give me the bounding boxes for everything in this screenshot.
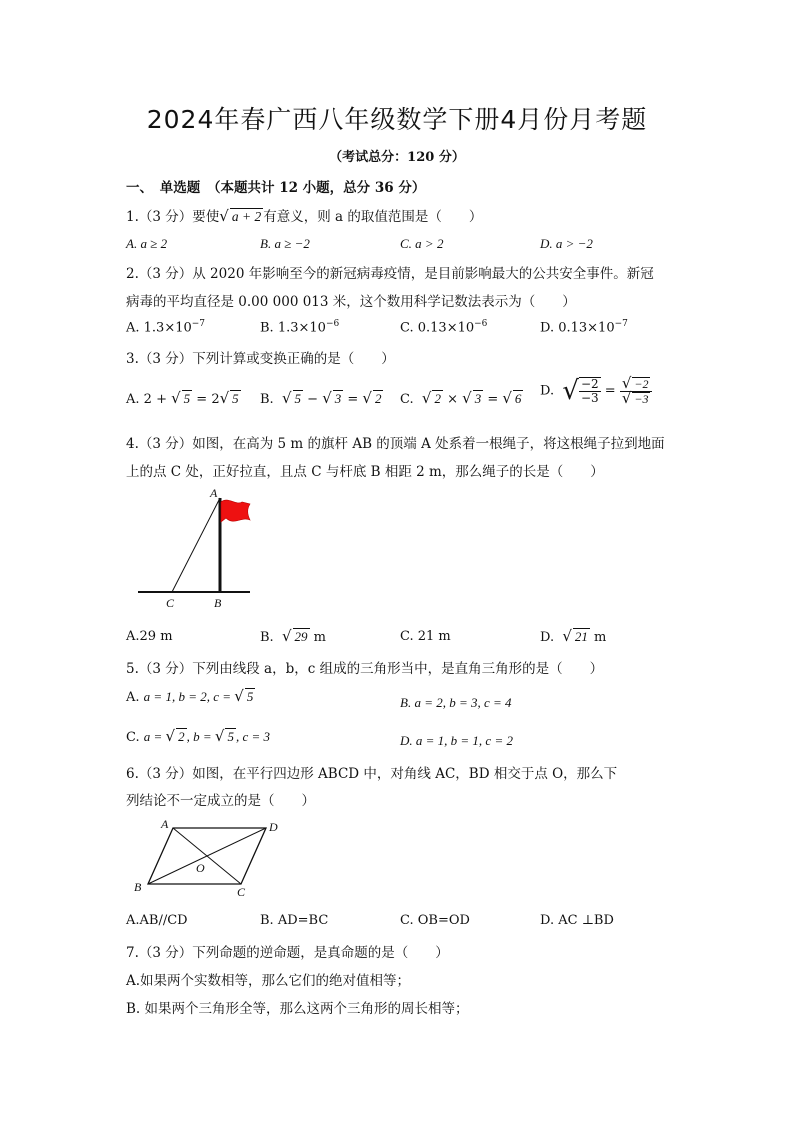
question-6-option-a: A.AB//CD [126, 913, 188, 928]
question-7-stem: 7.（3 分）下列命题的逆命题，是真命题的是（ ） [126, 945, 449, 961]
question-4-option-d: D. √ 21 m [540, 627, 607, 645]
flagpole-figure [130, 484, 260, 614]
label-d: D [269, 820, 278, 834]
question-7-option-b: B. 如果两个三角形全等，那么这两个三角形的周长相等； [126, 1001, 469, 1017]
question-2-line-2: 病毒的平均直径是 0.00 000 013 米，这个数用科学记数法表示为（ ） [126, 294, 576, 310]
question-2-option-b: B. $1.3\times 10^{-6}$ [260, 319, 340, 336]
question-4-line-1: 4.（3 分）如图，在高为 5 m 的旗杆 AB 的顶端 A 处系着一根绳子，将这根绳子拉到地面 [126, 436, 665, 452]
label-c: C [166, 596, 175, 610]
question-1-option-d: D. a > −2 [540, 236, 593, 251]
label-a: A [161, 817, 169, 831]
question-1-option-b: B. a ≥ −2 [260, 236, 310, 251]
label-b: B [214, 596, 222, 610]
section-heading: 一、 单选题 （本题共计 12 小题，总分 36 分） [126, 180, 426, 196]
question-1-option-c: C. a > 2 [400, 236, 444, 251]
question-6-option-b: B. AD=BC [260, 913, 329, 928]
question-5-stem: 5.（3 分）下列由线段 a，b，c 组成的三角形当中，是直角三角形的是（ ） [126, 661, 604, 677]
exam-total-score: （考试总分：120 分） [329, 150, 465, 165]
question-1-radicand: a + 2 [231, 209, 262, 224]
question-7-option-a: A.如果两个实数相等，那么它们的绝对值相等； [126, 973, 411, 989]
question-6-option-c: C. OB=OD [400, 913, 470, 928]
radical-sign: √ [219, 207, 229, 225]
question-1-option-a: A. a ≥ 2 [126, 236, 168, 251]
question-2-option-d: D. $0.13\times 10^{-7}$ [540, 319, 628, 336]
diagonal-bd [148, 828, 266, 884]
question-6-line-2: 列结论不一定成立的是（ ） [126, 793, 315, 809]
question-4-option-c: C. 21 m [400, 629, 451, 644]
label-o: O [196, 861, 205, 875]
question-2-option-c: C. $0.13\times 10^{-6}$ [400, 319, 488, 336]
question-3-option-b: B. √ 5 − √ 3 = √ 2 [260, 389, 382, 407]
question-3-stem: 3.（3 分）下列计算或变换正确的是（ ） [126, 351, 395, 367]
question-5-option-a: A. a = 1, b = 2, c = √ 5 [126, 687, 254, 705]
page-title: 2024年春广西八年级数学下册4月份月考题 [146, 105, 648, 134]
question-6-line-1: 6.（3 分）如图，在平行四边形 ABCD 中，对角线 AC，BD 相交于点 O，那么下 [126, 766, 618, 782]
question-5-option-b: B. a = 2, b = 3, c = 4 [400, 695, 512, 710]
question-1-stem: 1.（3 分）要使√ a + 2 有意义，则 a 的取值范围是（ ） [126, 207, 483, 225]
parallelogram-figure [128, 814, 288, 900]
question-2-option-a: A. $1.3\times 10^{-7}$ [126, 319, 206, 336]
question-3-option-a: A. 2 + √ 5 = 2√ 5 [126, 389, 239, 407]
question-4-option-a: A.29 m [126, 629, 173, 644]
question-6-option-d: D. AC ⊥BD [540, 913, 614, 928]
question-4-line-2: 上的点 C 处，正好拉直，且点 C 与杆底 B 相距 2 m，那么绳子的长是（ ） [126, 464, 604, 480]
question-4-option-b: B. √ 29 m [260, 627, 326, 645]
question-5-option-d: D. a = 1, b = 1, c = 2 [400, 733, 513, 748]
question-3-option-c: C. √ 2 × √ 3 = √ 6 [400, 389, 522, 407]
question-5-option-c: C. a = √ 2 , b = √ 5 , c = 3 [126, 727, 270, 745]
label-b: B [134, 880, 142, 894]
question-3-option-d: D. √ $\frac{-2}{-3}$ = $\frac{√ -2}{√ -3}$ [540, 376, 652, 406]
rope-line [172, 498, 220, 592]
label-a: A [210, 486, 218, 500]
red-flag-icon [221, 500, 250, 522]
label-c: C [237, 885, 246, 899]
question-2-line-1: 2.（3 分）从 2020 年影响至今的新冠病毒疫情，是目前影响最大的公共安全事件。新冠 [126, 266, 654, 282]
